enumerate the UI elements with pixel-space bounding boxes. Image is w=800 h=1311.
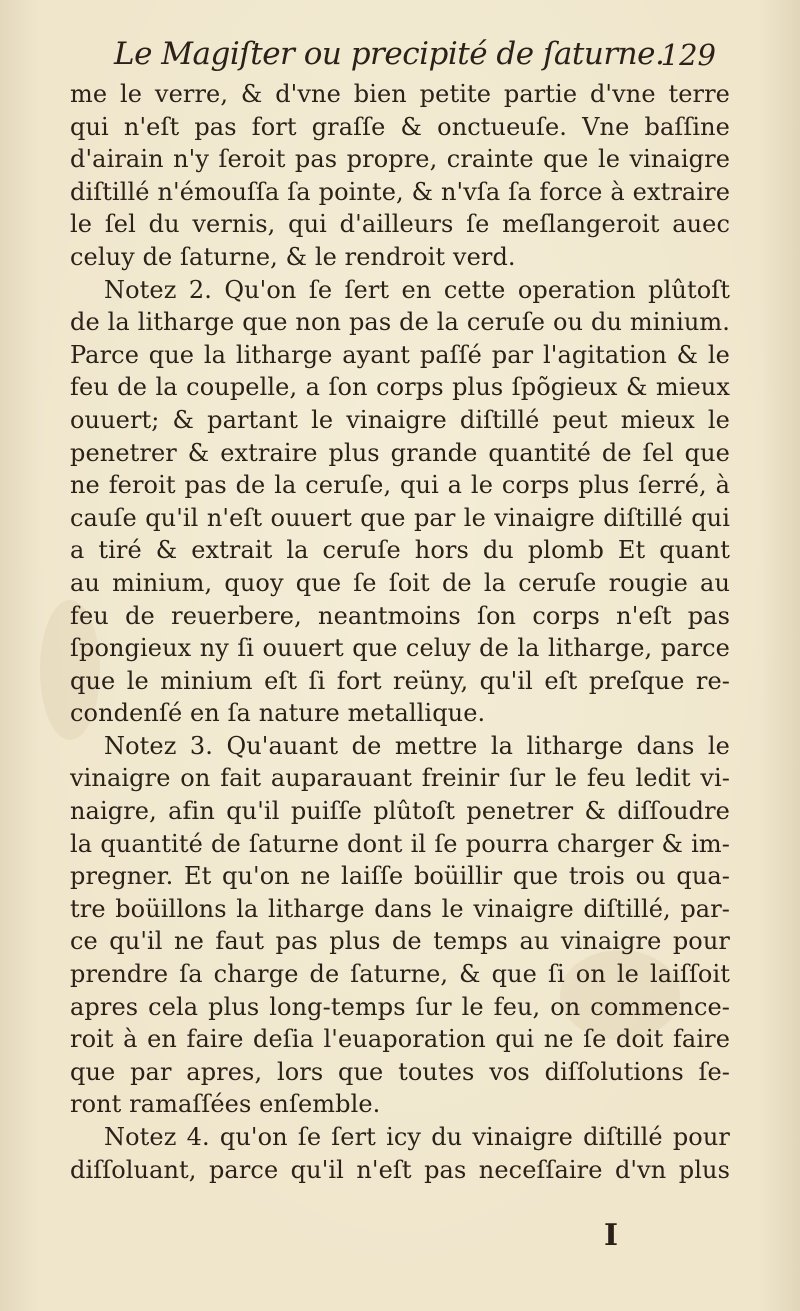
text-line: diſtillé n'émouſſa ſa pointe, & n'vſa ſa force à extraire — [70, 177, 730, 206]
text-line: Notez 2. Qu'on ſe ſert en cette operation plûtoſt — [104, 275, 730, 304]
text-line: feu de la coupelle, a ſon corps plus ſpõgieux & mieux — [70, 373, 730, 402]
text-line: Parce que la litharge ayant paſſé par l'agitation & le — [70, 340, 730, 369]
text-line: ront ramaſſées enſemble. — [70, 1090, 381, 1119]
text-line: prendre ſa charge de ſaturne, & que ſi on le laiſſoit — [70, 960, 730, 989]
text-line: la quantité de ſaturne dont il ſe pourra charger & im- — [70, 829, 730, 858]
text-line: ne feroit pas de la ceruſe, qui a le corps plus ſerré, à — [70, 471, 730, 500]
text-line: le ſel du vernis, qui d'ailleurs ſe meſlangeroit auec — [70, 210, 730, 239]
text-line: Notez 3. Qu'auant de mettre la litharge dans le — [104, 731, 730, 760]
text-line: de la litharge que non pas de la ceruſe ou du minium. — [70, 308, 730, 337]
text-line: au minium, quoy que ſe ſoit de la ceruſe rougie au — [70, 568, 730, 597]
text-line: qui n'eſt pas fort graſſe & onctueuſe. Vne baſſine — [70, 112, 730, 141]
text-line: pregner. Et qu'on ne laiſſe boüillir que trois ou qua- — [70, 862, 730, 891]
text-line: diſſoluant, parce qu'il n'eſt pas neceſſaire d'vn plus — [70, 1155, 730, 1184]
text-line: naigre, afin qu'il puiſſe plûtoſt penetrer & diſſoudre — [70, 797, 730, 826]
running-title: Le Magiſter ou precipité de ſaturne. — [114, 36, 665, 72]
text-line: me le verre, & d'vne bien petite partie d'vne terre — [70, 80, 730, 108]
text-line: ouuert; & partant le vinaigre diſtillé peut mieux le — [70, 405, 730, 434]
text-line: ce qu'il ne faut pas plus de temps au vinaigre pour — [70, 927, 730, 956]
text-line: vinaigre on fait auparauant freinir ſur le feu ledit vi- — [70, 764, 730, 793]
text-line: celuy de ſaturne, & le rendroit verd. — [70, 242, 516, 271]
signature-mark: I — [604, 1218, 619, 1253]
page-number: 129 — [660, 38, 716, 72]
text-line: condenſé en ſa nature metallique. — [70, 699, 486, 728]
body-text — [70, 78, 730, 1186]
text-line: apres cela plus long-temps ſur le feu, on commence- — [70, 992, 730, 1021]
text-line: Notez 4. qu'on ſe ſert icy du vinaigre diſtillé pour — [104, 1123, 730, 1151]
text-line: cauſe qu'il n'eſt ouuert que par le vinaigre diſtillé qui — [70, 503, 730, 532]
running-header — [100, 30, 720, 80]
text-line: a tiré & extrait la ceruſe hors du plomb Et quant — [70, 536, 730, 565]
text-line: tre boüillons la litharge dans le vinaigre diſtillé, par- — [70, 894, 730, 923]
text-line: que le minium eſt ſi fort reüny, qu'il eſt preſque re- — [70, 666, 730, 695]
text-line: roit à en faire deſia l'euaporation qui ne ſe doit faire — [70, 1025, 730, 1054]
text-line: feu de reuerbere, neantmoins ſon corps n'eſt pas — [70, 601, 730, 630]
text-line: d'airain n'y ſeroit pas propre, crainte que le vinaigre — [70, 145, 730, 174]
text-line: que par apres, lors que toutes vos diſſolutions ſe- — [70, 1057, 730, 1086]
text-line: ſpongieux ny ſi ouuert que celuy de la litharge, parce — [70, 634, 730, 663]
text-line: penetrer & extraire plus grande quantité de ſel que — [70, 438, 730, 467]
